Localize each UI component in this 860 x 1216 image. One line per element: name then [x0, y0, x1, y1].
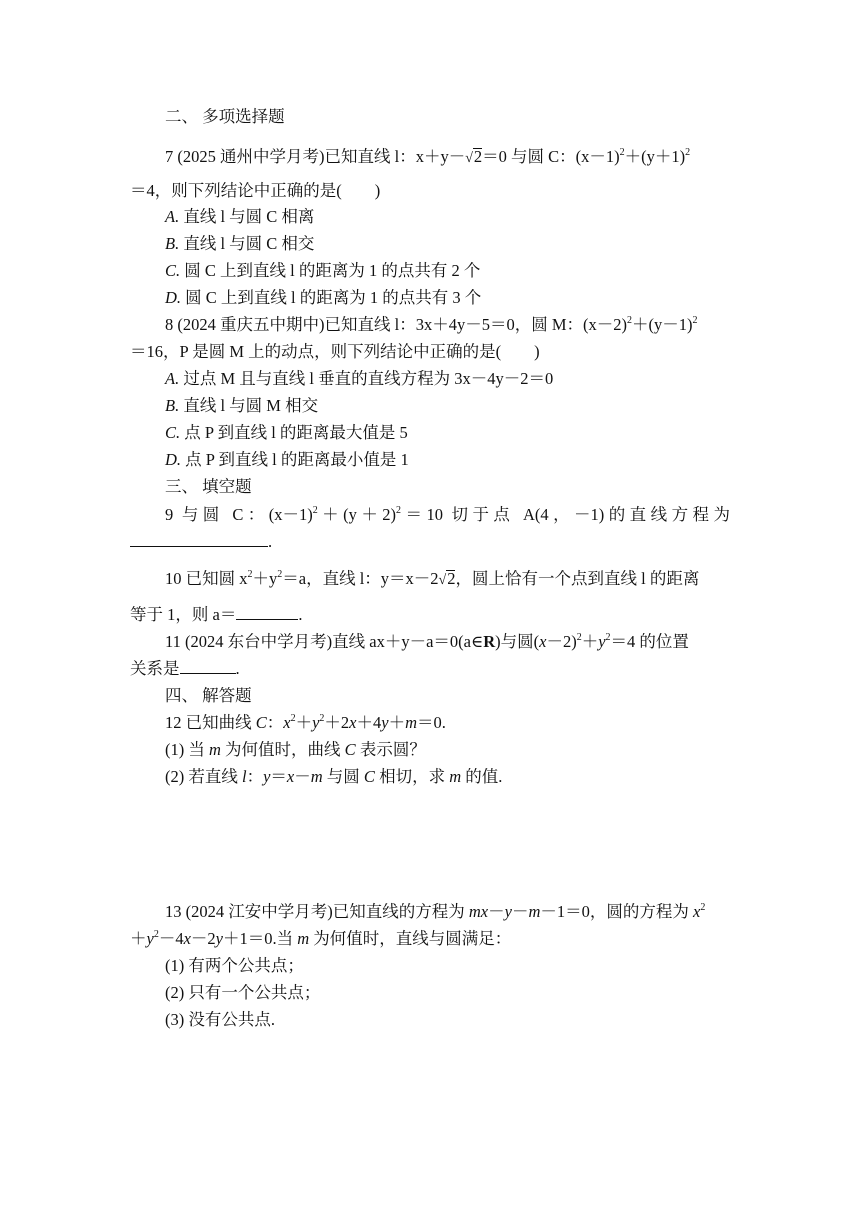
question-10-line-1: 10 已知圆 $x^2+y^2=a$，直线 l：y＝x－2√2，圆上恰有一个点到直线 l 的距离 [165, 569, 700, 588]
question-12-part-2: (2) 若直线 l：y＝x－m 与圆 C 相切，求 m 的值. [165, 767, 503, 786]
question-13-line-2: $+y^2-4x-2y+1=0$.当 m 为何值时，直线与圆满足： [130, 929, 512, 948]
question-8-line-2: ＝16，P 是圆 M 上的动点，则下列结论中正确的是( ) [130, 342, 540, 361]
question-8-option-a: A. 过点 M 且与直线 l 垂直的直线方程为 3x－4y－2＝0 [165, 369, 554, 388]
question-13-item-1: (1) 有两个公共点； [165, 956, 304, 975]
question-12-line-1: 12 已知曲线 C：$x^2+y^2+2x+4y+m=0$. [165, 713, 446, 732]
sqrt-2: 2 [473, 147, 483, 166]
question-8-line-1: 8 (2024 重庆五中期中)已知直线 l：3x＋4y－5＝0，圆 M：$(x-2)^2+(y-1)^2$ [165, 315, 698, 334]
question-8-option-d: D. 点 P 到直线 l 的距离最小值是 1 [165, 450, 409, 469]
question-7-option-d: D. 圆 C 上到直线 l 的距离为 1 的点共有 3 个 [165, 288, 482, 307]
question-11-line-1: 11 (2024 东台中学月考)直线 ax＋y－a＝0(a∈R)与圆$(x-2)^2+y^2=4$ 的位置 [165, 632, 689, 651]
question-7-option-a: A. 直线 l 与圆 C 相离 [165, 207, 315, 226]
sqrt-2: 2 [447, 569, 456, 588]
answer-blank[interactable] [130, 530, 268, 547]
question-12-part-1: (1) 当 m 为何值时，曲线 C 表示圆？ [165, 740, 426, 759]
question-13-line-1: 13 (2024 江安中学月考)已知直线的方程为 mx－y－m－1＝0，圆的方程为 $x^2$ [165, 902, 706, 921]
question-13-item-3: (3) 没有公共点. [165, 1010, 275, 1029]
question-9-line-1: 9 与圆 C：$(x-1)^2+(y+2)^2=10$ 切于点 A(4，－1)的直线方程为 [165, 505, 730, 524]
section-heading-multiple-choice: 二、 多项选择题 [165, 107, 285, 126]
question-7-option-c: C. 圆 C 上到直线 l 的距离为 1 的点共有 2 个 [165, 261, 481, 280]
question-13-item-2: (2) 只有一个公共点； [165, 983, 321, 1002]
answer-blank[interactable] [180, 657, 236, 674]
question-7-line-2: ＝4，则下列结论中正确的是( ) [130, 181, 381, 200]
section-heading-solutions: 四、 解答题 [165, 686, 252, 705]
question-9-line-2: . [130, 530, 272, 554]
question-8-option-c: C. 点 P 到直线 l 的距离最大值是 5 [165, 423, 408, 442]
question-7-line-1: 7 (2025 通州中学月考)已知直线 l：x＋y－√2＝0 与圆 C：$(x-1)^2+(y+1)^2$ [165, 147, 691, 166]
question-11-line-2: 关系是 . [130, 659, 240, 678]
section-heading-fill-in: 三、 填空题 [165, 477, 252, 496]
answer-blank[interactable] [236, 603, 298, 620]
question-8-option-b: B. 直线 l 与圆 M 相交 [165, 396, 319, 415]
question-10-line-2: 等于 1，则 a＝ . [130, 605, 303, 624]
question-7-option-b: B. 直线 l 与圆 C 相交 [165, 234, 315, 253]
